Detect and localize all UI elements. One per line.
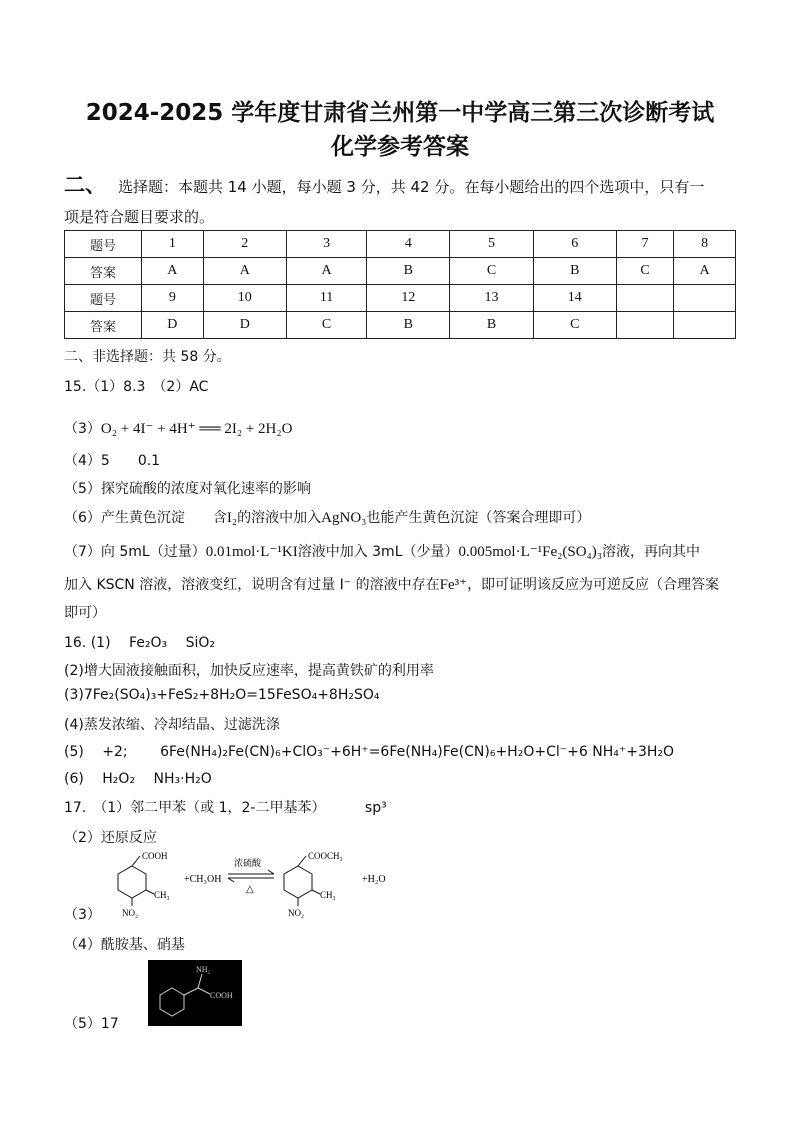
table-row — [65, 312, 736, 339]
q16-line3: (3)7Fe₂(SO₄)₃+FeS₂+8H₂O=15FeSO₄+8H₂SO₄ — [64, 687, 380, 703]
table-cell: B — [533, 258, 616, 285]
product-ch3: CH₃ — [320, 890, 336, 900]
product-bond-ch3 — [312, 890, 320, 894]
table-row-header: 答案 — [65, 312, 142, 339]
table-cell: 11 — [286, 285, 366, 312]
q16-line6: (6) H₂O₂ NH₃·H₂O — [64, 771, 212, 787]
forward-arrow-head — [268, 870, 274, 874]
table-row-header: 题号 — [65, 231, 142, 258]
alpha-bond — [184, 988, 198, 995]
table-cell: D — [142, 312, 204, 339]
q15-l6a: （6）产生黄色沉淀 含 — [64, 510, 227, 526]
table-cell: C — [286, 312, 366, 339]
reactant-bond-ch3 — [146, 890, 154, 894]
table-cell: B — [367, 312, 450, 339]
product-no2: NO₂ — [288, 908, 305, 918]
q15-line4: （4）5 0.1 — [64, 453, 161, 469]
reactant-cooh: COOH — [142, 851, 168, 861]
q15-line6 — [64, 507, 590, 527]
section-text-a: 选择题：本题共 14 小题，每小题 3 分，共 42 分。在每小题给出的四个选项中，只有一 — [118, 178, 705, 196]
table-row — [65, 258, 736, 285]
section-nonchoice-header: 二、非选择题：共 58 分。 — [64, 349, 231, 365]
table-cell — [616, 285, 673, 312]
table-cell: C — [533, 312, 616, 339]
table-cell: 9 — [142, 285, 204, 312]
table-cell: A — [674, 258, 736, 285]
reactant-ch3: CH₃ — [154, 890, 170, 900]
answer-table — [64, 230, 736, 339]
table-cell: 1 — [142, 231, 204, 258]
q15-line3 — [64, 418, 292, 438]
esterification-scheme — [96, 848, 416, 920]
table-cell: 7 — [616, 231, 673, 258]
q16-line4: (4)蒸发浓缩、冷却结晶、过滤洗涤 — [64, 717, 280, 733]
q16-line5: (5) +2; 6Fe(NH₄)₂Fe(CN)₆+ClO₃⁻+6H⁺=6Fe(NH₄)Fe(CN)₆+H₂O+Cl⁻+6 NH₄⁺+3H₂O — [64, 744, 675, 760]
reactant-ring — [118, 866, 146, 898]
q15-line9: 即可） — [64, 605, 106, 621]
section-number: 二、 — [64, 173, 106, 197]
product-ring — [284, 866, 312, 898]
table-row — [65, 231, 736, 258]
q15-l8b: Fe³⁺ — [439, 577, 468, 593]
q15-line1: 15.（1）8.3 （2）AC — [64, 379, 209, 395]
q17-line5: （5）17 — [64, 1016, 119, 1032]
section-text-b: 项是符合题目要求的。 — [64, 208, 215, 226]
catalyst-label: 浓硫酸 — [234, 859, 262, 869]
page-subtitle: 化学参考答案 — [331, 134, 469, 160]
nh2-label: NH₂ — [196, 965, 211, 974]
table-cell: 6 — [533, 231, 616, 258]
table-row — [65, 285, 736, 312]
table-cell: C — [616, 258, 673, 285]
q15-line7 — [64, 541, 700, 561]
table-cell: B — [450, 312, 533, 339]
section-choice-header — [64, 170, 744, 232]
table-cell: C — [450, 258, 533, 285]
table-cell: B — [367, 258, 450, 285]
table-cell: 2 — [203, 231, 286, 258]
q15-l7c: 溶液中加入 3mL（少量） — [297, 544, 459, 560]
reactant-bond-cooh — [132, 856, 140, 866]
q15-l6b: I₂ — [226, 510, 238, 526]
amino-acid-structure-image — [148, 960, 242, 1026]
q16-line1: 16. (1) Fe₂O₃ SiO₂ — [64, 635, 215, 651]
q17-line4: （4）酰胺基、硝基 — [64, 937, 185, 953]
table-cell — [616, 312, 673, 339]
water-term: +H₂O — [362, 874, 386, 885]
table-cell: 8 — [674, 231, 736, 258]
q17-line1: 17. （1）邻二甲苯（或 1，2-二甲基苯） sp³ — [64, 800, 387, 816]
q15-l7a: （7）向 5mL（过量） — [64, 544, 206, 560]
phenyl-ring — [160, 988, 184, 1016]
page-title: 2024-2025 学年度甘肃省兰州第一中学高三第三次诊断考试 — [85, 100, 715, 126]
table-cell — [674, 285, 736, 312]
table-cell: A — [286, 258, 366, 285]
table-cell: 14 — [533, 285, 616, 312]
q17-line3-label: （3） — [64, 907, 101, 923]
q15-line5: （5）探究硫酸的浓度对氧化速率的影响 — [64, 481, 311, 497]
cooh-label: COOH — [210, 991, 233, 1000]
table-cell: A — [203, 258, 286, 285]
q15-l6c: 的溶液中加入 — [237, 510, 322, 526]
product-bond-ester — [298, 856, 306, 866]
q15-l6d: AgNO₃ — [321, 510, 367, 526]
table-cell: A — [142, 258, 204, 285]
table-row-header: 答案 — [65, 258, 142, 285]
q15-line8 — [64, 574, 719, 594]
q17-line2: （2）还原反应 — [64, 830, 157, 846]
reverse-arrow-head — [228, 878, 234, 882]
carboxyl-bond — [198, 988, 210, 994]
reactant-no2: NO₂ — [122, 908, 139, 918]
q15-l8c: ，即可证明该反应为可逆反应（合理答案 — [467, 577, 720, 593]
table-cell: D — [203, 312, 286, 339]
amino-acid-structure-drawing — [148, 960, 242, 1026]
q15-l7b: 0.01mol·L⁻¹KI — [205, 544, 298, 560]
heat-symbol: △ — [246, 884, 254, 895]
q15-l8a: 加入 KSCN 溶液，溶液变红，说明含有过量 I⁻ 的溶液中存在 — [64, 577, 440, 593]
table-cell: 12 — [367, 285, 450, 312]
q16-line2: (2)增大固液接触面积，加快反应速率，提高黄铁矿的利用率 — [64, 663, 434, 679]
table-cell: 13 — [450, 285, 533, 312]
q15-l7e: 溶液，再向其中 — [602, 544, 701, 560]
q15-l6e: 也能产生黄色沉淀（答案合理即可） — [366, 510, 591, 526]
q15-l7d: 0.005mol·L⁻¹Fe₂(SO₄)₃ — [458, 544, 603, 560]
amine-bond — [198, 974, 202, 988]
q15-equation: O₂ + 4I⁻ + 4H⁺ ══ 2I₂ + 2H₂O — [100, 421, 293, 437]
methanol-term: +CH₃OH — [184, 874, 222, 885]
q15-label3: （3） — [64, 421, 101, 437]
table-cell: 4 — [367, 231, 450, 258]
product-ester: COOCH₃ — [308, 851, 343, 861]
table-row-header: 题号 — [65, 285, 142, 312]
table-cell — [674, 312, 736, 339]
table-cell: 10 — [203, 285, 286, 312]
table-cell: 3 — [286, 231, 366, 258]
table-cell: 5 — [450, 231, 533, 258]
